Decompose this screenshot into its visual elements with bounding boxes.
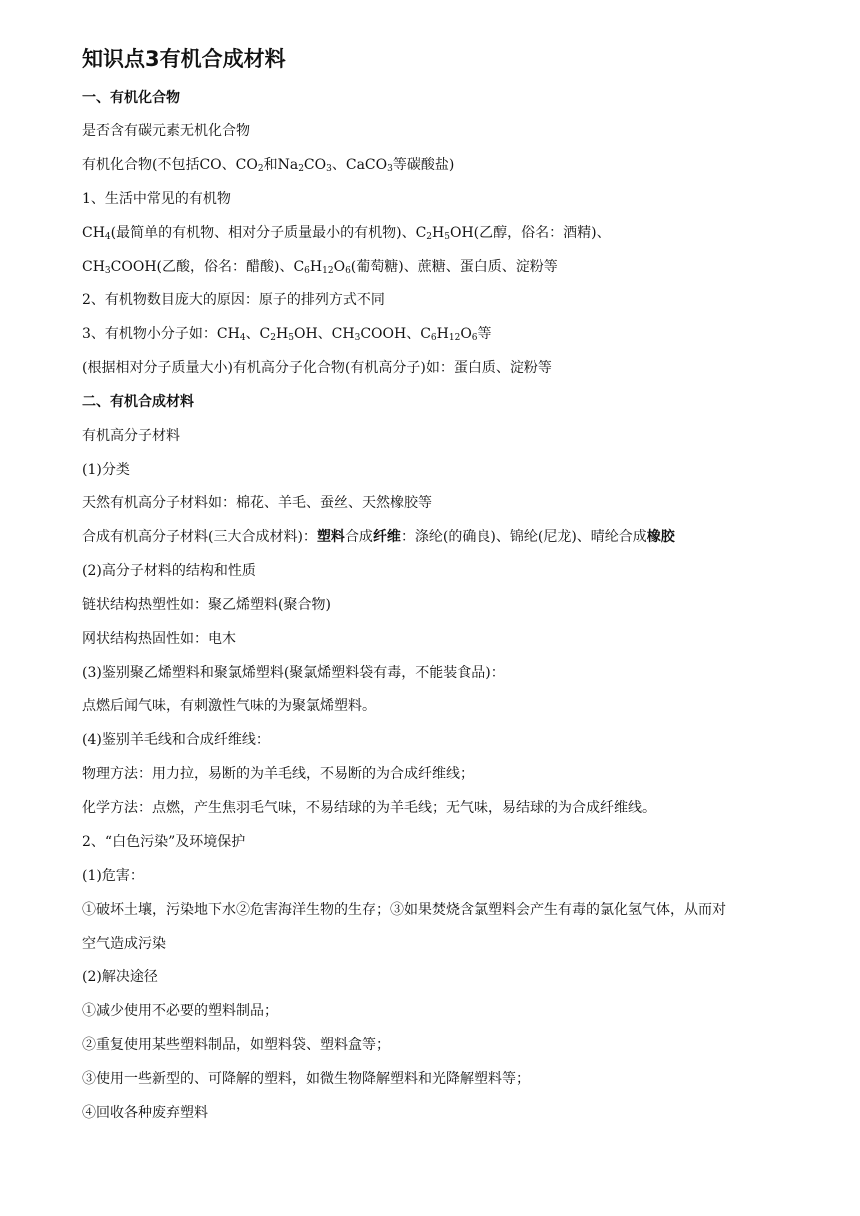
text-line: 化学方法：点燃，产生焦羽毛气味，不易结球的为羊毛线；无气味，易结球的为合成纤维线。 [82,800,656,816]
text-line: 物理方法：用力拉，易断的为羊毛线，不易断的为合成纤维线； [82,766,474,782]
text-line: ②重复使用某些塑料制品，如塑料袋、塑料盒等； [82,1037,390,1053]
text-line: 空气造成污染 [82,936,166,952]
section-heading-synthetic-materials: 二、有机合成材料 [82,394,194,410]
text-line: 链状结构热塑性如：聚乙烯塑料(聚合物) [82,597,331,613]
text-line: ④回收各种废弃塑料 [82,1105,208,1121]
text-line: (根据相对分子质量大小)有机高分子化合物(有机高分子)如：蛋白质、淀粉等 [82,360,552,376]
text-line: 是否含有碳元素无机化合物 [82,123,250,139]
text-line: ①减少使用不必要的塑料制品； [82,1003,278,1019]
text-line: 网状结构热固性如：电木 [82,631,236,647]
text-line: (1)危害： [82,868,144,884]
text-line-common-organics-1: $CH_4$(最简单的有机物、相对分子质量最小的有机物)、$C_2H_5OH$(乙醇，俗名：酒精)、 [82,225,611,242]
text-line: ①破坏土壤，污染地下水②危害海洋生物的生存；③如果焚烧含氯塑料会产生有毒的氯化氢气体，从而对 [82,902,726,918]
text-line: 天然有机高分子材料如：棉花、羊毛、蚕丝、天然橡胶等 [82,495,432,511]
text-line-common-organics-2: $CH_3COOH$(乙酸，俗名：醋酸)、$C_6H_{12}O_6$(葡萄糖)、蔗糖、蛋白质、淀粉等 [82,259,558,276]
text-line: (3)鉴别聚乙烯塑料和聚氯烯塑料(聚氯烯塑料袋有毒，不能装食品)： [82,665,505,681]
text-line: ③使用一些新型的、可降解的塑料，如微生物降解塑料和光降解塑料等； [82,1071,530,1087]
text-line-three-synthetics: 合成有机高分子材料(三大合成材料)：塑料合成纤维：涤纶(的确良)、锦纶(尼龙)、晴纶合成橡胶 [82,529,675,545]
text-line-organic-definition: 有机化合物(不包括CO、$CO_2$和$Na_2CO_3$、CaCO$_3$等碳酸盐) [82,157,455,174]
text-line-small-molecules: 3、有机物小分子如：$CH_4$、$C_2H_5OH$、$CH_3COOH$、$C_6H_{12}O_6$等 [82,326,492,343]
text-line: 2、有机物数目庞大的原因：原子的排列方式不同 [82,292,385,308]
text-line: (2)高分子材料的结构和性质 [82,563,256,579]
section-heading-organic-compounds: 一、有机化合物 [82,90,180,106]
text-line: 点燃后闻气味，有刺激性气味的为聚氯烯塑料。 [82,698,376,714]
text-line: 有机高分子材料 [82,428,180,444]
text-line: 2、“白色污染”及环境保护 [82,834,246,850]
text-line: (1)分类 [82,462,130,478]
page-title: 知识点3有机合成材料 [82,47,286,71]
text-line: (4)鉴别羊毛线和合成纤维线： [82,732,270,748]
text-line: (2)解决途径 [82,969,158,985]
text-line: 1、生活中常见的有机物 [82,191,231,207]
